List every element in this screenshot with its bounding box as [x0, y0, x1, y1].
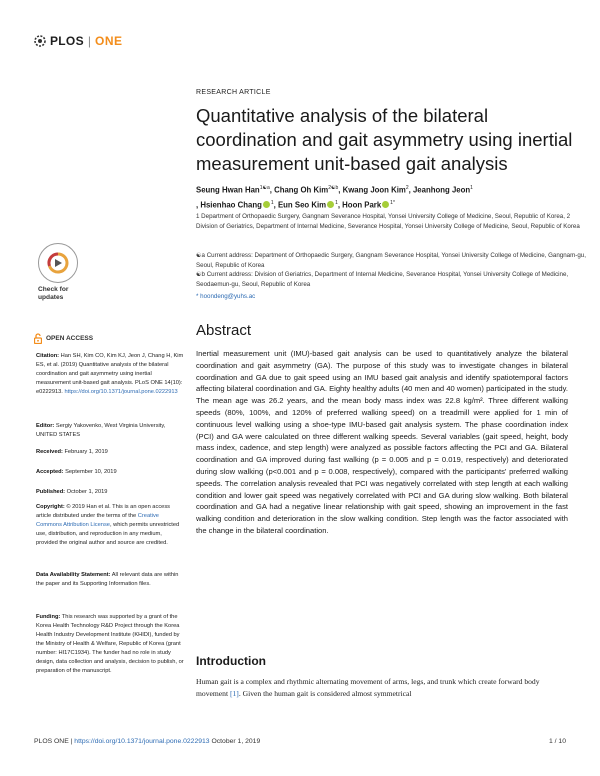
- editor-label: Editor:: [36, 423, 55, 429]
- footer-citation: [34, 738, 260, 745]
- abstract-heading: Abstract: [196, 322, 252, 339]
- abstract-text: Inertial measurement unit (IMU)-based gait analysis can be used to quantitatively analyze the bilateral coordination and gait asymmetry (GA). The purpose of this study was to investigate changes in bilateral coordination and GA due to gait speed using an IMU based gait analysis and identify spatiotemporal factors affecting bilateral coordination and GA. Eighty healthy adults (40 men and 40 women) participated in the study. The mean age was 26.2 years, and the mean body mass index was 22.8 kg/m². Three different walking speeds (80%, 100%, and 120% of preferred walking speed) on a treadmill were applied for 1 min of continuous level walking using a shoe-type IMU-based gait analysis system. The phase coordination index (PCI) and GA were calculated on three different walking speeds. Several variables (gait speed, height, body mass index, cadence, and step length) were analyzed as possible factors affecting the PCI and GA. Bilateral coordination and GA improved during fast walking (p = 0.005 and p = 0.019, respectively) and deteriorated during slow walking (p<0.001 and p = 0.008, respectively), compared with the participants' preferred walking speeds. The correlation analysis revealed that PCI was negatively correlated with step length at each walking condition and lower gait speed was negatively correlated with PCI and GA during slow walking. Both bilateral coordination and GA had a negative linear relationship with gait speed, showing an improvement in the fast walking condition and deterioration in the slow walking condition. Step length was the factor associated with the change in the bilateral coordination.: [196, 349, 568, 535]
- check-updates-line2: updates: [38, 294, 64, 301]
- author-name[interactable]: , Jeanhong Jeon: [408, 185, 471, 195]
- published-label: Published:: [36, 489, 66, 495]
- published-value: October 1, 2019: [65, 489, 108, 495]
- logo-separator: |: [87, 34, 91, 48]
- author-name[interactable]: , Eun Seo Kim: [273, 200, 327, 210]
- open-lock-icon: [34, 333, 42, 344]
- copyright-text-continued: , which permits unrestricted use, distribution, and reproduction in any medium, provided the original author and source are credited.: [36, 522, 180, 546]
- author-affil-sup: 1: [470, 185, 473, 191]
- funding-text: This research was supported by a grant of the Korea Health Technology R&D Project through the Korea Health Industry Development Institute (KHIDI), funded by the Ministry of Health & Welfare, Republic of Korea (grant number: HI17C1934). The funder had no role in study design, data collection and analysis, decision to publish, or preparation of the manuscript.: [36, 614, 184, 674]
- logo-one-text: ONE: [95, 34, 123, 48]
- orcid-icon[interactable]: [327, 201, 334, 208]
- footer-date: October 1, 2019: [209, 738, 261, 745]
- accepted-value: September 10, 2019: [63, 469, 117, 475]
- journal-logo[interactable]: [34, 34, 123, 48]
- citation-text: Han SH, Kim CO, Kim KJ, Jeon J, Chang H, Kim ES, et al. (2019) Quantitative analysis of the bilateral coordination and gait asymmetry using inertial measurement unit-based gait analysis. PLoS ONE 14(10): e0222913.: [36, 353, 184, 395]
- check-updates-line1: Check for: [38, 286, 69, 293]
- data-availability-block: [36, 571, 184, 589]
- copyright-label: Copyright:: [36, 504, 65, 510]
- intro-sentence-continued: . Given the human gait is considered almost symmetrical: [238, 688, 412, 698]
- data-availability-label: Data Availability Statement:: [36, 572, 111, 578]
- accepted-date: [36, 468, 184, 477]
- author-name[interactable]: , Kwang Joon Kim: [338, 185, 406, 195]
- article-title: Quantitative analysis of the bilateral coordination and gait asymmetry using inertial measurement unit-based gait analysis: [196, 105, 573, 174]
- orcid-icon[interactable]: [263, 201, 270, 208]
- author-list: [196, 182, 586, 211]
- author-name[interactable]: , Hsienhao Chang: [196, 200, 262, 210]
- author-name[interactable]: , Chang Oh Kim: [269, 185, 329, 195]
- received-value: February 1, 2019: [62, 449, 108, 455]
- funding-block: [36, 613, 184, 676]
- footer-doi-link[interactable]: https://doi.org/10.1371/journal.pone.0222913: [74, 738, 210, 745]
- current-address-b: ☯b Current address: Division of Geriatrics, Department of Internal Medicine, Severance Hospital, Yonsei University College of Medicine, Seodaemun-gu, Seoul, Republic of Korea: [196, 271, 569, 288]
- introduction-heading: Introduction: [196, 654, 266, 668]
- copyright-block: [36, 503, 184, 548]
- funding-label: Funding:: [36, 614, 61, 620]
- license-link[interactable]: Creative Commons Attribution License: [36, 513, 159, 528]
- plos-logo-icon: [34, 35, 46, 47]
- data-availability-text: All relevant data are within the paper and its Supporting Information files.: [36, 572, 179, 587]
- author-affil-sup: 2☯b: [328, 185, 339, 191]
- editor-text: Sergiy Yakovenko, West Virginia University, UNITED STATES: [36, 423, 166, 438]
- introduction-text: [196, 676, 568, 700]
- current-address-a: ☯a Current address: Department of Orthopaedic Surgery, Gangnam Severance Hospital, Yonsei University College of Medicine, Gangnam-gu, Seoul, Republic of Korea: [196, 252, 586, 269]
- copyright-text: © 2019 Han et al. This is an open access article distributed under the terms of the: [36, 504, 171, 519]
- intro-sentence: Human gait is a complex and rhythmic alternating movement of arms, legs, and trunk which create forward body movement: [196, 677, 540, 698]
- author-affil-sup: 1☯a: [259, 185, 270, 191]
- author-affil-sup: 1: [270, 199, 274, 206]
- author-name[interactable]: , Hoon Park: [337, 200, 382, 210]
- published-date: [36, 488, 184, 497]
- check-updates-label: [38, 286, 78, 302]
- page-number: 1 / 10: [548, 738, 566, 745]
- citation-label: Citation:: [36, 353, 60, 359]
- citation-block: [36, 352, 184, 397]
- citation-doi-link[interactable]: https://doi.org/10.1371/journal.pone.0222913: [64, 389, 178, 395]
- author-affil-sup: 1: [335, 199, 338, 206]
- author-affil-sup: 1*: [390, 199, 395, 206]
- page-footer: [0, 732, 600, 754]
- corresponding-email[interactable]: * hoondeng@yuhs.ac: [196, 293, 256, 300]
- author-affil-sup: 2: [405, 185, 409, 191]
- article-type: RESEARCH ARTICLE: [196, 89, 271, 96]
- received-date: [36, 448, 184, 457]
- footer-journal: PLOS ONE |: [34, 738, 75, 745]
- reference-link[interactable]: [1]: [229, 688, 239, 698]
- check-for-updates-badge[interactable]: [38, 243, 78, 302]
- received-label: Received:: [36, 449, 63, 455]
- open-access-label: OPEN ACCESS: [46, 335, 94, 342]
- orcid-icon[interactable]: [382, 201, 389, 208]
- open-access-badge: [34, 333, 93, 344]
- editor-block: [36, 422, 184, 440]
- accepted-label: Accepted:: [36, 469, 64, 475]
- logo-plos-text: PLOS: [50, 34, 84, 48]
- author-name[interactable]: Seung Hwan Han: [196, 185, 260, 195]
- affiliations: 1 Department of Orthopaedic Surgery, Gangnam Severance Hospital, Yonsei University College of Medicine, Seoul, Republic of Korea, 2 Division of Geriatrics, Department of Internal Medicine, Severance Hospital, Yonsei University College of Medicine, Seoul, Republic of Korea: [196, 213, 580, 230]
- check-updates-icon: [38, 243, 78, 283]
